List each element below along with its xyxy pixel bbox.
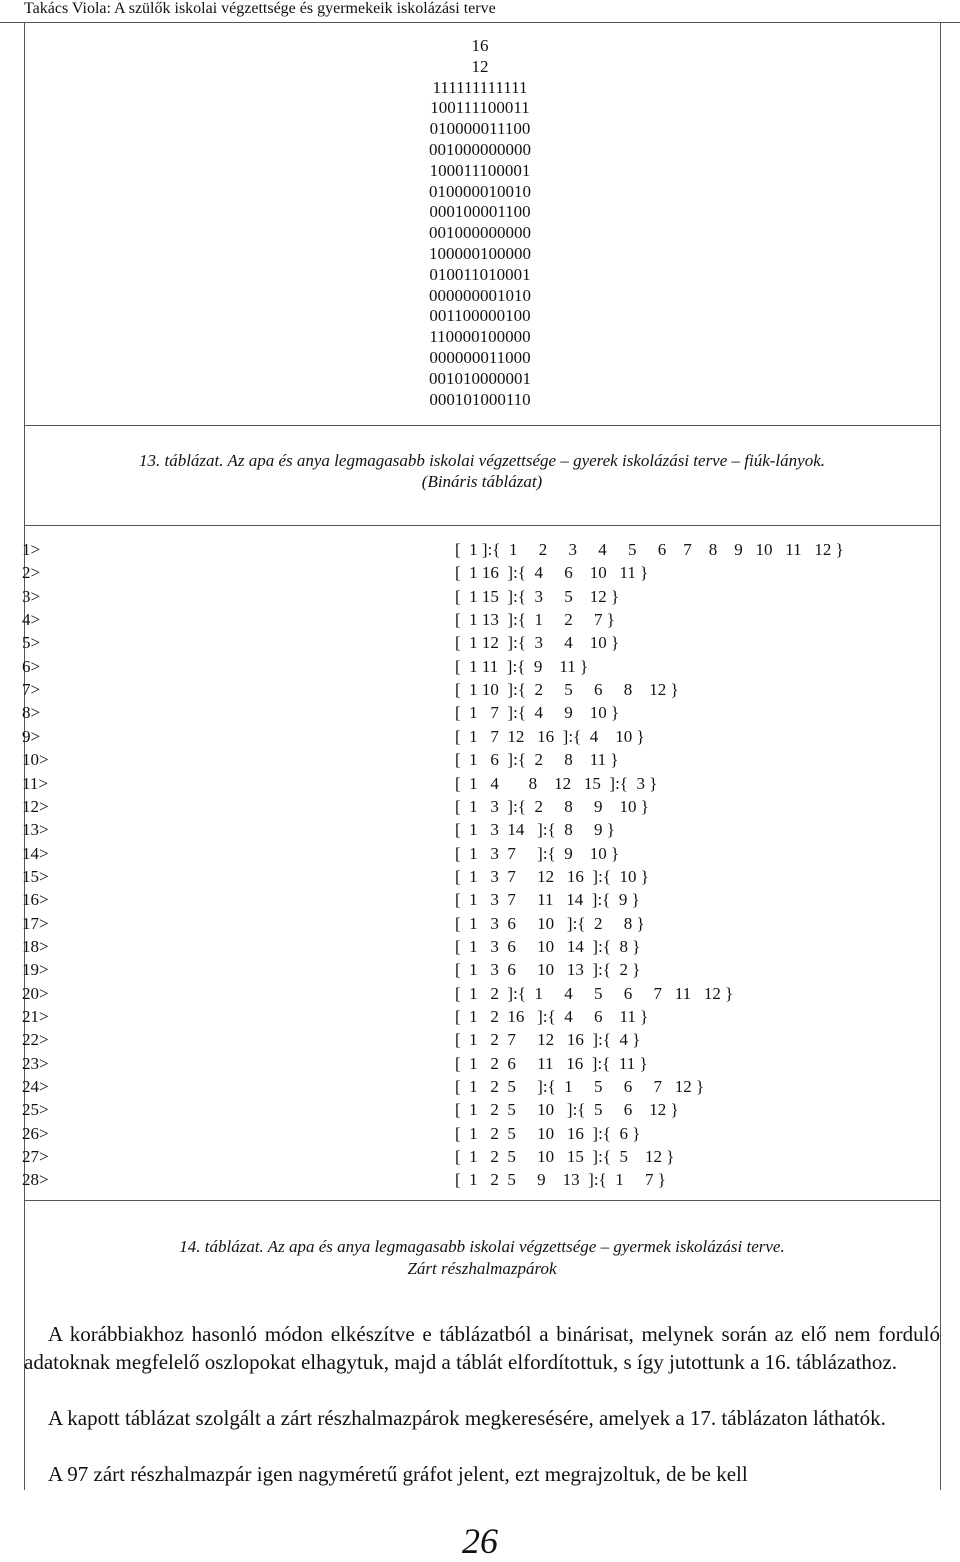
table-row: [0, 958, 940, 981]
row-label: 18>: [22, 936, 49, 956]
table14-subcaption: Zárt részhalmazpárok: [407, 1259, 557, 1278]
table-row: [0, 561, 940, 584]
table14-top-rule: [24, 525, 940, 526]
row-value: [ 1 2 5 10 16 ]:{ 6 }: [455, 1123, 641, 1143]
row-value: [ 1 3 7 12 16 ]:{ 10 }: [455, 866, 649, 886]
table-row: [0, 538, 940, 561]
row-label: 13>: [22, 820, 49, 840]
row-value: [ 1 2 5 9 13 ]:{ 1 7 }: [455, 1170, 666, 1190]
row-value: [ 1 3 7 11 14 ]:{ 9 }: [455, 890, 640, 910]
table-row: [0, 701, 940, 724]
table-row: [0, 772, 940, 795]
binary-line: 001100000100: [429, 306, 531, 326]
table-row: [0, 631, 940, 654]
row-label: 1>: [22, 540, 41, 559]
row-label: 12>: [22, 796, 49, 816]
binary-line: 000101000110: [429, 389, 531, 409]
row-value: [ 1 2 16 ]:{ 4 6 11 }: [455, 1007, 649, 1026]
paragraph-2: A kapott táblázat szolgált a zárt részhalmazpárok megkeresésére, amelyek a 17. táblázaton láthatók.: [48, 1406, 886, 1430]
table-row: [0, 1075, 940, 1098]
row-label: 25>: [22, 1100, 49, 1120]
table-row: [0, 748, 940, 771]
table-row: [0, 888, 940, 911]
row-label: 27>: [22, 1147, 49, 1167]
table-row: [0, 1052, 940, 1075]
table-row: [0, 795, 940, 818]
row-label: 26>: [22, 1123, 49, 1143]
row-value: [ 1 3 ]:{ 2 8 9 10 }: [455, 796, 649, 816]
binary-line: 000000001010: [429, 285, 531, 305]
table-row: [0, 982, 940, 1005]
table-row: [0, 865, 940, 888]
row-label: 16>: [22, 890, 49, 910]
table-row: [0, 1098, 940, 1121]
binary-line: 000000011000: [429, 347, 531, 367]
binary-line: 111111111111: [432, 77, 528, 97]
row-value: [ 1 7 12 16 ]:{ 4 10 }: [455, 726, 645, 746]
binary-line: 000100001100: [429, 202, 531, 222]
row-value: [ 1 6 ]:{ 2 8 11 }: [455, 750, 619, 770]
row-value: [ 1 2 5 10 ]:{ 5 6 12 }: [455, 1100, 679, 1120]
binary-line: 110000100000: [429, 327, 531, 347]
row-value: [ 1 15 ]:{ 3 5 12 }: [455, 586, 620, 606]
table-row: [0, 912, 940, 935]
row-value: [ 1 2 6 11 16 ]:{ 11 }: [455, 1053, 648, 1073]
table-row: [0, 842, 940, 865]
binary-line: 16: [471, 36, 489, 55]
table-row: [0, 1005, 940, 1028]
binary-line: 001010000001: [429, 368, 531, 388]
page-number: 26: [462, 1521, 498, 1561]
table-row: [0, 655, 940, 678]
row-value: [ 1 4 8 12 15 ]:{ 3 }: [455, 773, 658, 793]
row-value: [ 1 2 5 ]:{ 1 5 6 7 12 }: [455, 1077, 705, 1097]
table-row: [0, 1168, 940, 1191]
row-label: 20>: [22, 983, 49, 1003]
row-value: [ 1 10 ]:{ 2 5 6 8 12 }: [455, 680, 679, 700]
row-label: 2>: [22, 563, 41, 583]
binary-line: 100000100000: [429, 243, 531, 263]
binary-line: 010011010001: [429, 264, 531, 284]
row-label: 24>: [22, 1077, 49, 1097]
row-label: 15>: [22, 866, 49, 886]
row-label: 19>: [22, 960, 49, 980]
row-value: [ 1 ]:{ 1 2 3 4 5 6 7 8 9 10 11 12 }: [455, 540, 844, 559]
header-rule: [0, 22, 960, 23]
table-row: [0, 1122, 940, 1145]
row-label: 14>: [22, 843, 49, 863]
row-label: 28>: [22, 1170, 49, 1190]
running-header: Takács Viola: A szülők iskolai végzettsége és gyermekeik iskolázási terve: [24, 0, 496, 17]
binary-line: 001000000000: [429, 223, 531, 243]
row-label: 3>: [22, 586, 41, 606]
row-value: [ 1 2 ]:{ 1 4 5 6 7 11 12 }: [455, 983, 734, 1003]
right-margin-rule: [940, 22, 941, 1490]
table13-subcaption: (Bináris táblázat): [421, 472, 543, 491]
row-value: [ 1 13 ]:{ 1 2 7 }: [455, 610, 615, 630]
row-label: 10>: [22, 750, 49, 770]
table-row: [0, 725, 940, 748]
binary-line: 010000010010: [429, 181, 531, 201]
binary-line: 100111100011: [430, 98, 530, 118]
binary-line: 100011100001: [429, 160, 531, 180]
table-row: [0, 818, 940, 841]
row-label: 8>: [22, 703, 41, 723]
row-label: 17>: [22, 913, 49, 933]
row-label: 23>: [22, 1053, 49, 1073]
table-row: [0, 585, 940, 608]
table14-caption: 14. táblázat. Az apa és anya legmagasabb iskolai végzettsége – gyermek iskolázási terve.: [179, 1237, 785, 1256]
binary-line: 010000011100: [429, 119, 531, 139]
row-label: 21>: [22, 1007, 49, 1026]
row-label: 9>: [22, 726, 41, 746]
table-row: [0, 678, 940, 701]
row-value: [ 1 11 ]:{ 9 11 }: [455, 656, 589, 676]
row-label: 7>: [22, 680, 41, 700]
row-value: [ 1 3 6 10 13 ]:{ 2 }: [455, 960, 641, 980]
row-value: [ 1 16 ]:{ 4 6 10 11 }: [455, 563, 649, 583]
table-row: [0, 1145, 940, 1168]
binary-table-block: [380, 36, 580, 410]
row-value: [ 1 3 14 ]:{ 8 9 }: [455, 820, 615, 840]
row-value: [ 1 3 6 10 ]:{ 2 8 }: [455, 913, 645, 933]
row-label: 6>: [22, 656, 41, 676]
row-value: [ 1 3 7 ]:{ 9 10 }: [455, 843, 620, 863]
paragraph-1: A korábbiakhoz hasonló módon elkészítve e táblázatból a binárisat, melynek során az elő nem forduló adatoknak megfelelő oszlopokat elhagytuk, majd a táblát elfordítottuk, s így jutottunk a 16. táblázathoz.: [24, 1322, 940, 1374]
row-value: [ 1 2 5 10 15 ]:{ 5 12 }: [455, 1147, 675, 1167]
table13-bottom-rule: [24, 425, 940, 426]
row-value: [ 1 3 6 10 14 ]:{ 8 }: [455, 936, 641, 956]
table-row: [0, 1028, 940, 1051]
row-value: [ 1 2 7 12 16 ]:{ 4 }: [455, 1030, 641, 1050]
paragraph-3: A 97 zárt részhalmazpár igen nagyméretű gráfot jelent, ezt megrajzoltuk, de be kell: [48, 1462, 748, 1486]
row-label: 22>: [22, 1030, 49, 1050]
binary-line: 001000000000: [429, 139, 531, 159]
table14-bottom-rule: [24, 1200, 940, 1201]
table-row: [0, 935, 940, 958]
row-label: 4>: [22, 610, 41, 630]
table13-caption: 13. táblázat. Az apa és anya legmagasabb iskolai végzettsége – gyerek iskolázási terve – fiúk-lányok.: [138, 451, 825, 470]
row-label: 11>: [22, 773, 48, 793]
table-row: [0, 608, 940, 631]
row-label: 5>: [22, 633, 41, 653]
row-value: [ 1 7 ]:{ 4 9 10 }: [455, 703, 620, 723]
binary-line: 12: [471, 56, 489, 76]
row-value: [ 1 12 ]:{ 3 4 10 }: [455, 633, 620, 653]
